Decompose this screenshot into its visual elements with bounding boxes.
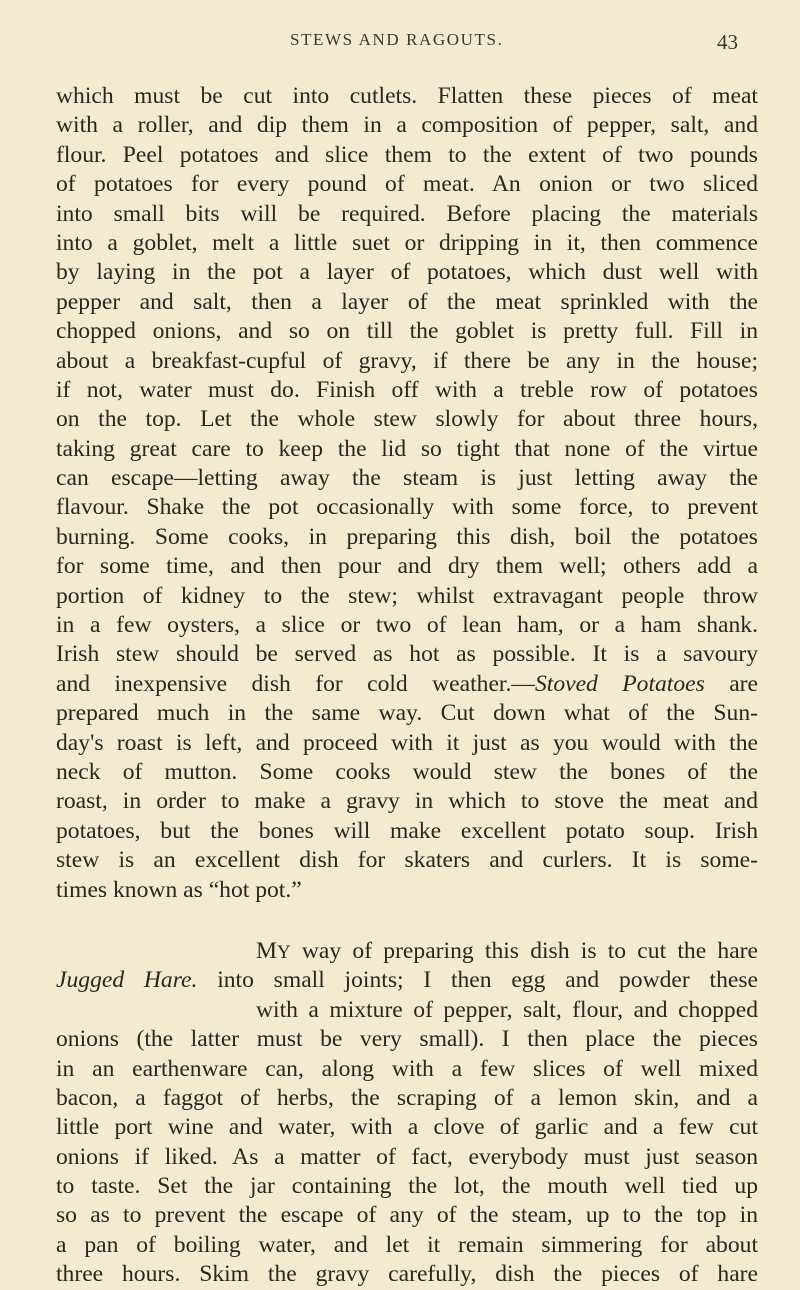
text-line: for some time, and then pour and dry them well; others add a bbox=[56, 553, 758, 580]
text-line: potatoes, but the bones will make excellent potato soup. Irish bbox=[56, 817, 758, 844]
text-line: chopped onions, and so on till the goblet is pretty full. Fill in bbox=[56, 318, 758, 345]
text-line: to taste. Set the jar containing the lot, the mouth well tied up bbox=[56, 1173, 758, 1200]
italic-term-stoved-potatoes: Stoved Potatoes bbox=[534, 670, 705, 697]
text-line: pepper and salt, then a layer of the meat sprinkled with the bbox=[56, 288, 758, 315]
running-head: STEWS AND RAGOUTS. bbox=[290, 30, 504, 49]
text-line: with a roller, and dip them in a composition of pepper, salt, and bbox=[56, 112, 758, 139]
text-line: by laying in the pot a layer of potatoes, which dust well with bbox=[56, 259, 758, 286]
page-header bbox=[0, 26, 800, 56]
text-line-with-term bbox=[56, 670, 758, 699]
text-line-with-sidenote bbox=[56, 966, 758, 995]
text-line: flour. Peel potatoes and slice them to the extent of two pounds bbox=[56, 141, 758, 168]
text-line-with-dropcap bbox=[56, 937, 758, 966]
text-line: onions (the latter must be very small). I then place the pieces bbox=[56, 1026, 758, 1053]
text-line: so as to prevent the escape of any of the steam, up to the top in bbox=[56, 1202, 758, 1229]
text-line: portion of kidney to the stew; whilst extravagant people throw bbox=[56, 582, 758, 609]
text-fragment: into small joints; I then egg and powder these bbox=[217, 967, 759, 994]
text-line: day's roast is left, and proceed with it just as you would with the bbox=[56, 729, 758, 756]
text-line: a pan of boiling water, and let it remain simmering for about bbox=[56, 1231, 758, 1258]
body-text bbox=[56, 82, 758, 1290]
text-line: flavour. Shake the pot occasionally with some force, to prevent bbox=[56, 494, 758, 521]
text-line: taking great care to keep the lid so tight that none of the virtue bbox=[56, 435, 758, 462]
text-line: about a breakfast-cupful of gravy, if there be any in the house; bbox=[56, 347, 758, 374]
page-number: 43 bbox=[717, 30, 738, 54]
paragraph-jugged-hare bbox=[56, 937, 758, 1290]
text-line: in a few oysters, a slice or two of lean ham, or a ham shank. bbox=[56, 612, 758, 639]
dropcap-letter: M bbox=[256, 937, 277, 964]
dropcap-smallcaps: Y bbox=[276, 941, 291, 963]
text-line: in an earthenware can, along with a few slices of well mixed bbox=[56, 1055, 758, 1082]
text-line: bacon, a faggot of herbs, the scraping of a lemon skin, and a bbox=[56, 1084, 758, 1111]
text-fragment: are bbox=[704, 670, 758, 697]
text-line: of potatoes for every pound of meat. An onion or two sliced bbox=[56, 171, 758, 198]
text-line: stew is an excellent dish for skaters and curlers. It is some- bbox=[56, 847, 758, 874]
text-line: three hours. Skim the gravy carefully, dish the pieces of hare bbox=[56, 1261, 758, 1288]
text-line: onions if liked. As a matter of fact, everybody must just season bbox=[56, 1143, 758, 1170]
text-line: with a mixture of pepper, salt, flour, and chopped bbox=[256, 996, 758, 1023]
text-fragment: way of preparing this dish is to cut the hare bbox=[301, 937, 759, 964]
text-line: which must be cut into cutlets. Flatten these pieces of meat bbox=[56, 83, 758, 109]
text-line: roast, in order to make a gravy in which to stove the meat and bbox=[56, 788, 758, 815]
text-line: can escape—letting away the steam is just letting away the bbox=[56, 465, 758, 492]
text-line: into a goblet, melt a little suet or dripping in it, then commence bbox=[56, 229, 758, 256]
sidenote-jugged-hare: Jugged Hare. bbox=[56, 967, 198, 994]
paragraph-irish-stew bbox=[56, 82, 758, 905]
text-line: prepared much in the same way. Cut down what of the Sun- bbox=[56, 700, 758, 727]
text-line: on the top. Let the whole stew slowly for about three hours, bbox=[56, 406, 758, 433]
text-line: Irish stew should be served as hot as possible. It is a savoury bbox=[56, 641, 758, 668]
text-line: into small bits will be required. Before placing the materials bbox=[56, 200, 758, 227]
text-line: if not, water must do. Finish off with a treble row of potatoes bbox=[56, 376, 758, 403]
text-line: neck of mutton. Some cooks would stew the bones of the bbox=[56, 758, 758, 785]
text-fragment: and inexpensive dish for cold weather.— bbox=[56, 670, 535, 697]
text-line: times known as “hot pot.” bbox=[56, 876, 302, 903]
text-line: little port wine and water, with a clove of garlic and a few cut bbox=[56, 1114, 758, 1141]
text-line: burning. Some cooks, in preparing this dish, boil the potatoes bbox=[56, 523, 758, 550]
